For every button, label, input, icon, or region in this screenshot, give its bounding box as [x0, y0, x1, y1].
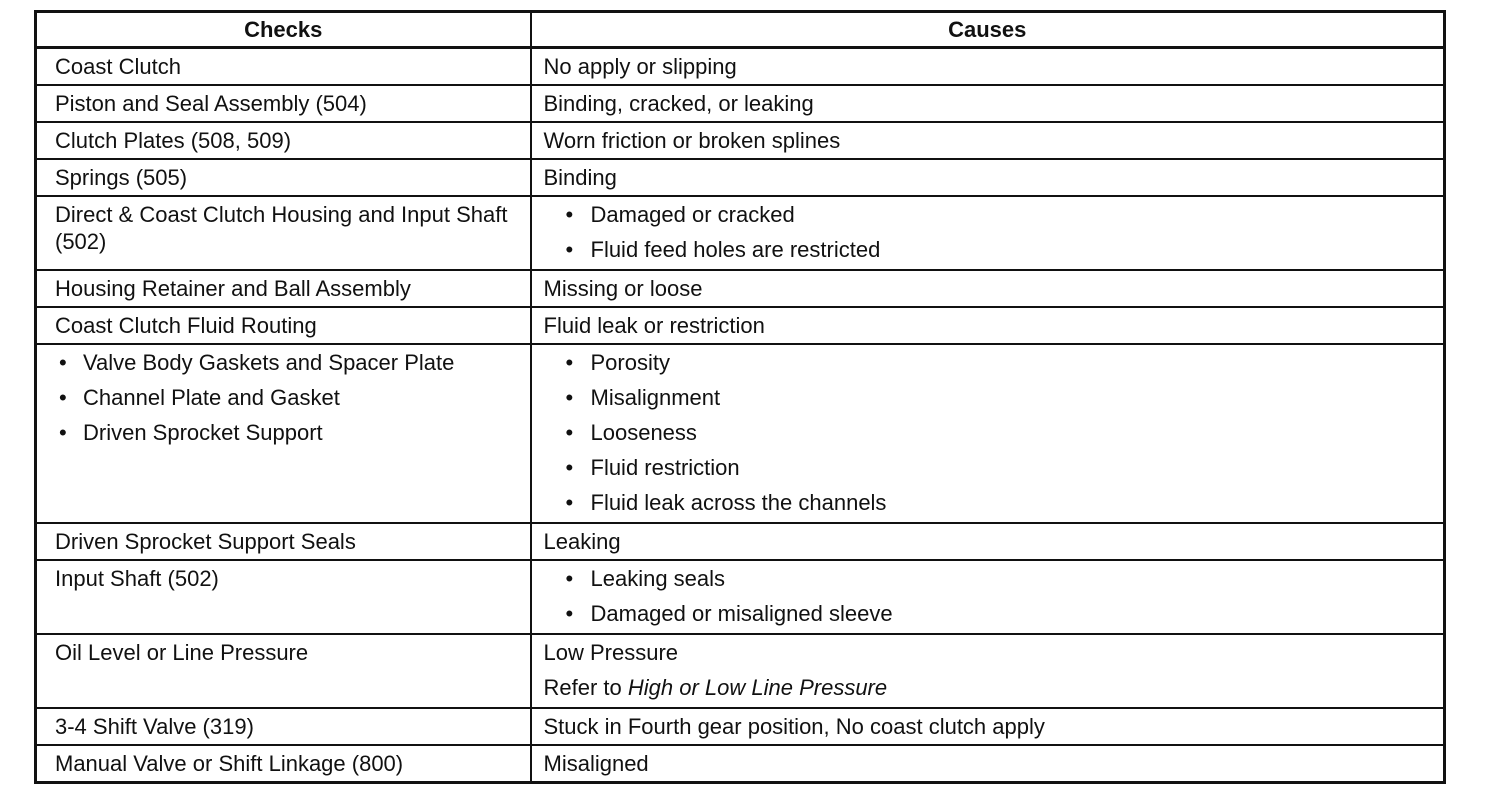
table-row [36, 523, 1445, 560]
cause-cell [531, 344, 1445, 523]
check-cell: Input Shaft (502) [36, 560, 531, 634]
table-row [36, 745, 1445, 783]
check-cell: Driven Sprocket Support Seals [36, 523, 531, 560]
cause-bullet-item: • Looseness [544, 415, 1438, 450]
cause-list [544, 197, 1438, 267]
cause-bullet-item: • Damaged or cracked [544, 197, 1438, 232]
reference-link[interactable]: High or Low Line Pressure [627, 675, 888, 700]
cause-bullet-item: • Fluid leak across the channels [544, 485, 1438, 520]
table-row [36, 307, 1445, 344]
table-row [36, 270, 1445, 307]
cause-bullet-item: • Fluid feed holes are restricted [544, 232, 1438, 267]
cause-list [544, 561, 1438, 631]
check-cell: Springs (505) [36, 159, 531, 196]
cause-cell: Worn friction or broken splines [531, 122, 1445, 159]
check-list [37, 345, 524, 450]
check-cell: Coast Clutch [36, 48, 531, 86]
cause-bullet-item: • Fluid restriction [544, 450, 1438, 485]
check-cell [36, 196, 531, 270]
table-row [36, 560, 1445, 634]
check-cell: Oil Level or Line Pressure [36, 634, 531, 708]
cause-cell: Missing or loose [531, 270, 1445, 307]
table-row [36, 344, 1445, 523]
causes-column-header: Causes [531, 12, 1445, 48]
cause-cell [531, 196, 1445, 270]
cause-cell: No apply or slipping [531, 48, 1445, 86]
checks-column-header: Checks [36, 12, 531, 48]
table-row [36, 634, 1445, 708]
diagnostic-table [34, 10, 1446, 784]
cause-list [544, 345, 1438, 520]
reference-prefix: Refer to [543, 675, 628, 700]
cause-bullet-item: • Porosity [544, 345, 1438, 380]
check-cell: Manual Valve or Shift Linkage (800) [36, 745, 531, 783]
cause-bullet-item: • Damaged or misaligned sleeve [544, 596, 1438, 631]
cause-cell [531, 560, 1445, 634]
cause-cell: Leaking [531, 523, 1445, 560]
table-row [36, 159, 1445, 196]
table-row [36, 85, 1445, 122]
table-row [36, 122, 1445, 159]
cause-cell [531, 634, 1445, 708]
check-bullet-item: • Driven Sprocket Support [37, 415, 524, 450]
cause-bullet-item: • Misalignment [544, 380, 1438, 415]
cause-cell: Fluid leak or restriction [531, 307, 1445, 344]
check-cell: Housing Retainer and Ball Assembly [36, 270, 531, 307]
check-bullet-item: • Channel Plate and Gasket [37, 380, 524, 415]
header-row [36, 12, 1445, 48]
cause-cell: Misaligned [531, 745, 1445, 783]
cause-bullet-item: • Leaking seals [544, 561, 1438, 596]
check-bullet-item: • Valve Body Gaskets and Spacer Plate [37, 345, 524, 380]
cause-cell: Binding [531, 159, 1445, 196]
check-cell: 3-4 Shift Valve (319) [36, 708, 531, 745]
cause-reference [544, 670, 1438, 705]
check-cell: Clutch Plates (508, 509) [36, 122, 531, 159]
check-text: Direct & Coast Clutch Housing and Input Shaft (502) [55, 202, 508, 254]
cause-cell: Binding, cracked, or leaking [531, 85, 1445, 122]
cause-text: Low Pressure [543, 640, 679, 665]
check-cell: Coast Clutch Fluid Routing [36, 307, 531, 344]
table-row [36, 196, 1445, 270]
table-row [36, 708, 1445, 745]
table-row [36, 48, 1445, 86]
check-cell [36, 344, 531, 523]
cause-cell: Stuck in Fourth gear position, No coast clutch apply [531, 708, 1445, 745]
check-cell: Piston and Seal Assembly (504) [36, 85, 531, 122]
